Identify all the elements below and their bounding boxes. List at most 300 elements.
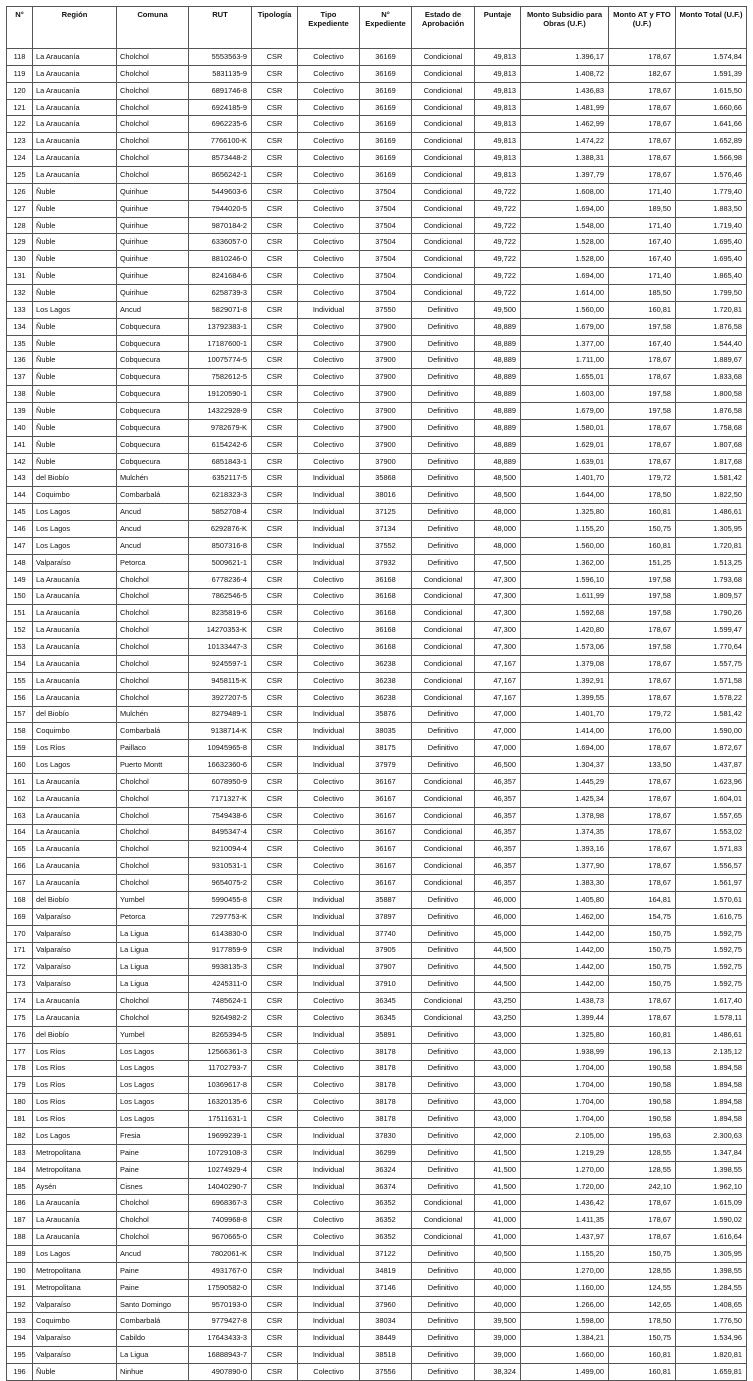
cell-rut: 5831135-9 — [189, 65, 252, 82]
cell-comuna: Santo Domingo — [117, 1296, 189, 1313]
cell-estado-aprobacion: Definitivo — [412, 537, 475, 554]
cell-puntaje: 49,813 — [475, 82, 521, 99]
cell-rut: 9938135-3 — [189, 959, 252, 976]
cell-monto-at-fto: 178,67 — [609, 116, 676, 133]
cell-numero: 172 — [7, 959, 33, 976]
cell-puntaje: 49,722 — [475, 251, 521, 268]
cell-comuna: La Ligua — [117, 942, 189, 959]
cell-region: Los Ríos — [33, 1060, 117, 1077]
cell-tipo-expediente: Colectivo — [298, 1229, 360, 1246]
cell-comuna: Cabildo — [117, 1330, 189, 1347]
cell-monto-total: 1.876,58 — [676, 318, 747, 335]
cell-rut: 9245597-1 — [189, 655, 252, 672]
cell-tipologia: CSR — [252, 1296, 298, 1313]
cell-numero-expediente: 37910 — [360, 976, 412, 993]
cell-numero-expediente: 36299 — [360, 1144, 412, 1161]
cell-monto-total: 1.557,65 — [676, 807, 747, 824]
table-row — [7, 622, 747, 639]
cell-monto-subsidio: 1.442,00 — [521, 959, 609, 976]
cell-tipo-expediente: Colectivo — [298, 655, 360, 672]
cell-numero-expediente: 37556 — [360, 1364, 412, 1381]
cell-estado-aprobacion: Definitivo — [412, 1364, 475, 1381]
cell-comuna: Combarbalá — [117, 487, 189, 504]
cell-puntaje: 48,500 — [475, 470, 521, 487]
cell-comuna: Yumbel — [117, 891, 189, 908]
cell-comuna: Cholchol — [117, 875, 189, 892]
cell-tipo-expediente: Individual — [298, 1279, 360, 1296]
cell-numero: 137 — [7, 369, 33, 386]
cell-tipo-expediente: Individual — [298, 1262, 360, 1279]
cell-estado-aprobacion: Condicional — [412, 605, 475, 622]
cell-monto-subsidio: 1.592,68 — [521, 605, 609, 622]
cell-rut: 4907890-0 — [189, 1364, 252, 1381]
cell-estado-aprobacion: Condicional — [412, 1195, 475, 1212]
cell-puntaje: 43,000 — [475, 1060, 521, 1077]
cell-monto-subsidio: 1.377,00 — [521, 335, 609, 352]
cell-monto-at-fto: 178,67 — [609, 1212, 676, 1229]
cell-puntaje: 44,500 — [475, 959, 521, 976]
cell-puntaje: 48,889 — [475, 318, 521, 335]
cell-monto-at-fto: 124,55 — [609, 1279, 676, 1296]
cell-numero: 192 — [7, 1296, 33, 1313]
table-row — [7, 419, 747, 436]
cell-tipo-expediente: Individual — [298, 723, 360, 740]
cell-estado-aprobacion: Condicional — [412, 790, 475, 807]
cell-comuna: Cholchol — [117, 993, 189, 1010]
cell-monto-total: 1.576,46 — [676, 167, 747, 184]
cell-monto-subsidio: 1.160,00 — [521, 1279, 609, 1296]
cell-numero: 121 — [7, 99, 33, 116]
cell-monto-subsidio: 1.694,00 — [521, 200, 609, 217]
cell-puntaje: 47,300 — [475, 622, 521, 639]
cell-numero-expediente: 37900 — [360, 403, 412, 420]
cell-estado-aprobacion: Condicional — [412, 116, 475, 133]
cell-estado-aprobacion: Definitivo — [412, 1026, 475, 1043]
cell-estado-aprobacion: Condicional — [412, 858, 475, 875]
cell-monto-subsidio: 1.401,70 — [521, 706, 609, 723]
cell-rut: 10133447-3 — [189, 639, 252, 656]
cell-monto-subsidio: 1.704,00 — [521, 1111, 609, 1128]
cell-monto-subsidio: 1.596,10 — [521, 571, 609, 588]
cell-monto-at-fto: 190,58 — [609, 1094, 676, 1111]
cell-puntaje: 41,000 — [475, 1195, 521, 1212]
cell-tipo-expediente: Colectivo — [298, 1009, 360, 1026]
cell-monto-at-fto: 178,67 — [609, 655, 676, 672]
cell-monto-subsidio: 1.379,08 — [521, 655, 609, 672]
cell-estado-aprobacion: Condicional — [412, 622, 475, 639]
cell-numero: 144 — [7, 487, 33, 504]
cell-puntaje: 43,000 — [475, 1026, 521, 1043]
cell-estado-aprobacion: Condicional — [412, 588, 475, 605]
cell-puntaje: 47,300 — [475, 605, 521, 622]
cell-monto-total: 1.876,58 — [676, 403, 747, 420]
cell-tipo-expediente: Colectivo — [298, 824, 360, 841]
cell-rut: 4245311-0 — [189, 976, 252, 993]
cell-comuna: Cobquecura — [117, 436, 189, 453]
cell-monto-subsidio: 1.219,29 — [521, 1144, 609, 1161]
cell-region: La Araucanía — [33, 133, 117, 150]
cell-comuna: Cholchol — [117, 807, 189, 824]
cell-monto-subsidio: 1.442,00 — [521, 925, 609, 942]
table-row — [7, 740, 747, 757]
table-row — [7, 841, 747, 858]
cell-monto-total: 1.578,22 — [676, 689, 747, 706]
cell-tipologia: CSR — [252, 976, 298, 993]
cell-puntaje: 48,000 — [475, 521, 521, 538]
cell-tipo-expediente: Individual — [298, 487, 360, 504]
cell-region: Los Ríos — [33, 1111, 117, 1128]
cell-region: Los Lagos — [33, 301, 117, 318]
cell-comuna: Cholchol — [117, 1195, 189, 1212]
cell-puntaje: 48,889 — [475, 335, 521, 352]
table-row — [7, 234, 747, 251]
cell-estado-aprobacion: Definitivo — [412, 453, 475, 470]
cell-numero-expediente: 36352 — [360, 1229, 412, 1246]
cell-region: Ñuble — [33, 369, 117, 386]
cell-comuna: Los Lagos — [117, 1077, 189, 1094]
cell-monto-total: 1.437,87 — [676, 757, 747, 774]
cell-numero-expediente: 37504 — [360, 183, 412, 200]
cell-monto-at-fto: 178,67 — [609, 99, 676, 116]
cell-monto-subsidio: 1.548,00 — [521, 217, 609, 234]
cell-numero-expediente: 35891 — [360, 1026, 412, 1043]
cell-comuna: Cobquecura — [117, 386, 189, 403]
cell-monto-total: 1.719,40 — [676, 217, 747, 234]
cell-monto-at-fto: 160,81 — [609, 1026, 676, 1043]
cell-monto-subsidio: 1.270,00 — [521, 1262, 609, 1279]
cell-tipo-expediente: Colectivo — [298, 150, 360, 167]
cell-monto-at-fto: 150,75 — [609, 942, 676, 959]
cell-tipologia: CSR — [252, 234, 298, 251]
cell-numero: 127 — [7, 200, 33, 217]
cell-tipologia: CSR — [252, 537, 298, 554]
cell-tipo-expediente: Colectivo — [298, 790, 360, 807]
cell-puntaje: 49,813 — [475, 133, 521, 150]
cell-puntaje: 46,357 — [475, 773, 521, 790]
cell-numero-expediente: 38178 — [360, 1111, 412, 1128]
cell-estado-aprobacion: Definitivo — [412, 1262, 475, 1279]
cell-numero-expediente: 36169 — [360, 99, 412, 116]
cell-numero: 119 — [7, 65, 33, 82]
cell-monto-at-fto: 164,81 — [609, 891, 676, 908]
cell-tipologia: CSR — [252, 841, 298, 858]
cell-monto-at-fto: 178,67 — [609, 790, 676, 807]
cell-comuna: La Ligua — [117, 1347, 189, 1364]
cell-region: Los Ríos — [33, 1043, 117, 1060]
cell-rut: 6924185-9 — [189, 99, 252, 116]
cell-tipologia: CSR — [252, 1364, 298, 1381]
cell-estado-aprobacion: Definitivo — [412, 1128, 475, 1145]
cell-estado-aprobacion: Condicional — [412, 1009, 475, 1026]
cell-numero-expediente: 37900 — [360, 419, 412, 436]
cell-puntaje: 48,889 — [475, 419, 521, 436]
cell-estado-aprobacion: Definitivo — [412, 908, 475, 925]
cell-monto-subsidio: 1.694,00 — [521, 268, 609, 285]
cell-numero-expediente: 36167 — [360, 875, 412, 892]
cell-monto-total: 1.790,26 — [676, 605, 747, 622]
cell-monto-total: 1.616,75 — [676, 908, 747, 925]
cell-tipologia: CSR — [252, 99, 298, 116]
cell-rut: 10729108-3 — [189, 1144, 252, 1161]
cell-region: Los Lagos — [33, 1246, 117, 1263]
cell-numero-expediente: 36374 — [360, 1178, 412, 1195]
cell-puntaje: 46,357 — [475, 824, 521, 841]
cell-monto-total: 1.809,57 — [676, 588, 747, 605]
cell-region: Valparaíso — [33, 976, 117, 993]
cell-comuna: Cobquecura — [117, 403, 189, 420]
cell-region: La Araucanía — [33, 689, 117, 706]
cell-numero: 167 — [7, 875, 33, 892]
cell-region: Los Ríos — [33, 1094, 117, 1111]
cell-monto-total: 1.544,40 — [676, 335, 747, 352]
table-row — [7, 487, 747, 504]
table-row — [7, 706, 747, 723]
cell-comuna: Cobquecura — [117, 419, 189, 436]
table-row — [7, 183, 747, 200]
cell-rut: 8241684-6 — [189, 268, 252, 285]
cell-tipologia: CSR — [252, 167, 298, 184]
cell-numero-expediente: 36167 — [360, 807, 412, 824]
cell-region: Valparaíso — [33, 1347, 117, 1364]
cell-tipo-expediente: Individual — [298, 1330, 360, 1347]
cell-estado-aprobacion: Definitivo — [412, 352, 475, 369]
cell-rut: 9264982-2 — [189, 1009, 252, 1026]
cell-puntaje: 47,167 — [475, 689, 521, 706]
cell-monto-subsidio: 1.304,37 — [521, 757, 609, 774]
cell-tipo-expediente: Colectivo — [298, 1077, 360, 1094]
cell-monto-subsidio: 1.560,00 — [521, 301, 609, 318]
cell-monto-subsidio: 1.655,01 — [521, 369, 609, 386]
table-row — [7, 908, 747, 925]
table-row — [7, 993, 747, 1010]
cell-tipo-expediente: Colectivo — [298, 183, 360, 200]
cell-comuna: Cholchol — [117, 150, 189, 167]
cell-region: La Araucanía — [33, 605, 117, 622]
cell-rut: 9782679-K — [189, 419, 252, 436]
cell-region: Ñuble — [33, 436, 117, 453]
cell-monto-at-fto: 178,67 — [609, 419, 676, 436]
cell-monto-at-fto: 190,58 — [609, 1111, 676, 1128]
cell-monto-subsidio: 1.408,72 — [521, 65, 609, 82]
cell-monto-at-fto: 178,67 — [609, 167, 676, 184]
cell-numero-expediente: 36169 — [360, 49, 412, 66]
col-header-monto-total: Monto Total (U.F.) — [676, 7, 747, 49]
cell-numero-expediente: 36169 — [360, 82, 412, 99]
cell-tipo-expediente: Individual — [298, 554, 360, 571]
cell-comuna: Quirihue — [117, 285, 189, 302]
cell-puntaje: 49,813 — [475, 116, 521, 133]
cell-region: Los Ríos — [33, 1077, 117, 1094]
cell-estado-aprobacion: Definitivo — [412, 436, 475, 453]
cell-estado-aprobacion: Condicional — [412, 1229, 475, 1246]
cell-puntaje: 47,000 — [475, 740, 521, 757]
cell-monto-at-fto: 197,58 — [609, 318, 676, 335]
cell-tipo-expediente: Individual — [298, 1313, 360, 1330]
table-row — [7, 1262, 747, 1279]
cell-monto-at-fto: 182,67 — [609, 65, 676, 82]
cell-numero: 143 — [7, 470, 33, 487]
cell-numero: 170 — [7, 925, 33, 942]
cell-tipo-expediente: Colectivo — [298, 49, 360, 66]
cell-monto-total: 1.592,75 — [676, 942, 747, 959]
cell-monto-at-fto: 150,75 — [609, 925, 676, 942]
cell-numero-expediente: 36167 — [360, 773, 412, 790]
cell-tipologia: CSR — [252, 1161, 298, 1178]
cell-monto-subsidio: 1.374,35 — [521, 824, 609, 841]
cell-numero: 156 — [7, 689, 33, 706]
table-row — [7, 369, 747, 386]
cell-tipologia: CSR — [252, 773, 298, 790]
cell-monto-subsidio: 1.442,00 — [521, 942, 609, 959]
cell-region: La Araucanía — [33, 841, 117, 858]
cell-numero-expediente: 37900 — [360, 318, 412, 335]
cell-monto-at-fto: 178,67 — [609, 49, 676, 66]
cell-numero-expediente: 36238 — [360, 672, 412, 689]
cell-estado-aprobacion: Definitivo — [412, 706, 475, 723]
cell-tipo-expediente: Colectivo — [298, 116, 360, 133]
cell-comuna: Cholchol — [117, 82, 189, 99]
cell-numero: 133 — [7, 301, 33, 318]
table-row — [7, 723, 747, 740]
col-header-numero: N° — [7, 7, 33, 49]
cell-monto-at-fto: 128,55 — [609, 1262, 676, 1279]
cell-monto-at-fto: 178,67 — [609, 875, 676, 892]
cell-region: La Araucanía — [33, 571, 117, 588]
cell-numero: 178 — [7, 1060, 33, 1077]
cell-comuna: Paine — [117, 1161, 189, 1178]
cell-comuna: Paillaco — [117, 740, 189, 757]
cell-numero-expediente: 38178 — [360, 1060, 412, 1077]
table-row — [7, 116, 747, 133]
cell-tipologia: CSR — [252, 1212, 298, 1229]
cell-tipo-expediente: Individual — [298, 1128, 360, 1145]
table-row — [7, 1229, 747, 1246]
cell-monto-subsidio: 1.445,29 — [521, 773, 609, 790]
table-row — [7, 1161, 747, 1178]
cell-monto-at-fto: 179,72 — [609, 470, 676, 487]
cell-tipologia: CSR — [252, 622, 298, 639]
cell-puntaje: 46,357 — [475, 807, 521, 824]
cell-rut: 8656242-1 — [189, 167, 252, 184]
cell-numero-expediente: 38175 — [360, 740, 412, 757]
cell-tipologia: CSR — [252, 487, 298, 504]
cell-monto-subsidio: 1.704,00 — [521, 1094, 609, 1111]
cell-numero: 163 — [7, 807, 33, 824]
table-row — [7, 976, 747, 993]
cell-estado-aprobacion: Condicional — [412, 268, 475, 285]
cell-numero-expediente: 36168 — [360, 588, 412, 605]
cell-tipologia: CSR — [252, 285, 298, 302]
cell-monto-at-fto: 150,75 — [609, 521, 676, 538]
cell-numero: 164 — [7, 824, 33, 841]
cell-tipologia: CSR — [252, 1195, 298, 1212]
cell-tipo-expediente: Individual — [298, 470, 360, 487]
cell-numero: 174 — [7, 993, 33, 1010]
cell-monto-total: 1.590,02 — [676, 1212, 747, 1229]
cell-region: La Araucanía — [33, 167, 117, 184]
cell-monto-total: 1.486,61 — [676, 1026, 747, 1043]
cell-numero: 183 — [7, 1144, 33, 1161]
cell-puntaje: 40,000 — [475, 1279, 521, 1296]
cell-tipo-expediente: Colectivo — [298, 841, 360, 858]
cell-monto-total: 1.817,68 — [676, 453, 747, 470]
cell-rut: 17590582-0 — [189, 1279, 252, 1296]
cell-monto-total: 1.590,00 — [676, 723, 747, 740]
cell-puntaje: 48,889 — [475, 352, 521, 369]
cell-tipologia: CSR — [252, 1077, 298, 1094]
table-row — [7, 672, 747, 689]
table-row — [7, 335, 747, 352]
cell-tipo-expediente: Colectivo — [298, 639, 360, 656]
cell-region: Metropolitana — [33, 1279, 117, 1296]
cell-numero-expediente: 37125 — [360, 504, 412, 521]
cell-tipologia: CSR — [252, 757, 298, 774]
cell-numero: 188 — [7, 1229, 33, 1246]
cell-estado-aprobacion: Definitivo — [412, 959, 475, 976]
cell-numero: 125 — [7, 167, 33, 184]
cell-tipo-expediente: Individual — [298, 976, 360, 993]
cell-estado-aprobacion: Definitivo — [412, 1246, 475, 1263]
cell-monto-at-fto: 142,65 — [609, 1296, 676, 1313]
cell-monto-at-fto: 178,67 — [609, 740, 676, 757]
table-row — [7, 773, 747, 790]
cell-tipologia: CSR — [252, 1026, 298, 1043]
cell-comuna: Cholchol — [117, 655, 189, 672]
cell-numero: 193 — [7, 1313, 33, 1330]
cell-tipologia: CSR — [252, 1094, 298, 1111]
cell-region: Ñuble — [33, 183, 117, 200]
cell-monto-at-fto: 178,67 — [609, 1229, 676, 1246]
cell-puntaje: 49,813 — [475, 65, 521, 82]
cell-comuna: Quirihue — [117, 268, 189, 285]
table-row — [7, 588, 747, 605]
cell-tipologia: CSR — [252, 1043, 298, 1060]
cell-tipo-expediente: Colectivo — [298, 436, 360, 453]
cell-estado-aprobacion: Definitivo — [412, 1313, 475, 1330]
cell-numero-expediente: 38449 — [360, 1330, 412, 1347]
cell-tipo-expediente: Individual — [298, 891, 360, 908]
cell-monto-subsidio: 1.266,00 — [521, 1296, 609, 1313]
cell-monto-subsidio: 1.704,00 — [521, 1060, 609, 1077]
cell-puntaje: 40,000 — [475, 1262, 521, 1279]
cell-numero: 130 — [7, 251, 33, 268]
cell-monto-total: 1.581,42 — [676, 706, 747, 723]
cell-tipo-expediente: Individual — [298, 757, 360, 774]
cell-monto-subsidio: 1.399,55 — [521, 689, 609, 706]
cell-numero-expediente: 37900 — [360, 369, 412, 386]
cell-monto-at-fto: 178,67 — [609, 133, 676, 150]
cell-puntaje: 47,500 — [475, 554, 521, 571]
cell-puntaje: 49,722 — [475, 285, 521, 302]
cell-tipo-expediente: Colectivo — [298, 773, 360, 790]
cell-estado-aprobacion: Definitivo — [412, 1144, 475, 1161]
cell-monto-subsidio: 1.481,99 — [521, 99, 609, 116]
cell-rut: 8265394-5 — [189, 1026, 252, 1043]
cell-estado-aprobacion: Definitivo — [412, 318, 475, 335]
cell-monto-subsidio: 1.155,20 — [521, 521, 609, 538]
cell-rut: 7582612-5 — [189, 369, 252, 386]
table-row — [7, 453, 747, 470]
cell-monto-subsidio: 1.528,00 — [521, 251, 609, 268]
cell-tipo-expediente: Colectivo — [298, 1043, 360, 1060]
cell-comuna: Cholchol — [117, 65, 189, 82]
cell-tipologia: CSR — [252, 251, 298, 268]
cell-rut: 7766100-K — [189, 133, 252, 150]
cell-numero: 126 — [7, 183, 33, 200]
cell-puntaje: 47,167 — [475, 672, 521, 689]
cell-tipo-expediente: Individual — [298, 1296, 360, 1313]
cell-rut: 7409968-8 — [189, 1212, 252, 1229]
